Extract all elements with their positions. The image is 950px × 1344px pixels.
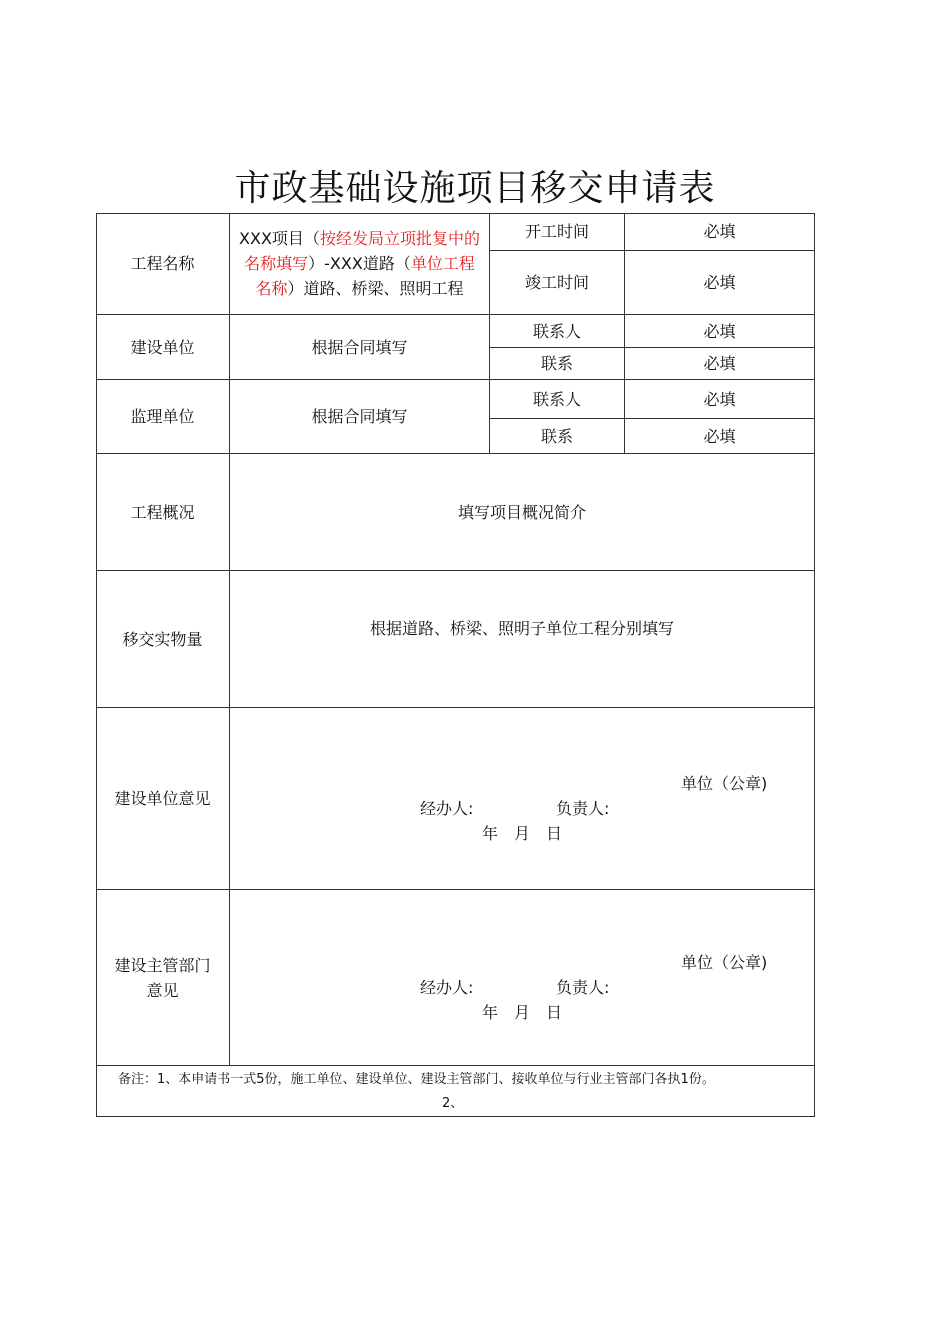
transfer-application-form — [96, 213, 815, 1117]
authority-opinion-manager: 负责人: — [556, 978, 610, 997]
builder-contact-label: 联系人 — [532, 321, 581, 341]
authority-opinion-handler: 经办人: — [420, 978, 474, 997]
builder-contact-value[interactable]: 必填 — [703, 321, 736, 341]
grid-line — [814, 213, 815, 1117]
remarks-line-2: 2、 — [442, 1096, 464, 1111]
builder-phone-value[interactable]: 必填 — [703, 354, 736, 373]
builder-label: 建设单位 — [130, 337, 195, 357]
authority-opinion-label-line: 建设主管部门 — [114, 955, 211, 975]
builder-phone-label: 联系 — [540, 354, 573, 373]
remarks-line-1: 备注：1、本申请书一式5份，施工单位、建设单位、建设主管部门、接收单位与行业主管部门各执1份。 — [118, 1072, 715, 1087]
supervisor-label: 监理单位 — [130, 407, 195, 426]
supervisor-phone-value[interactable]: 必填 — [703, 426, 736, 446]
project-name-label: 工程名称 — [130, 254, 195, 273]
supervisor-phone-label: 联系 — [540, 426, 573, 446]
quantity-label: 移交实物量 — [122, 629, 203, 649]
builder-opinion-label: 建设单位意见 — [114, 789, 211, 808]
builder-opinion-date: 年 月 日 — [482, 824, 563, 843]
authority-opinion-label-line: 意见 — [146, 980, 179, 1000]
project-name-part: ）道路、桥梁、照明工程 — [287, 279, 464, 298]
start-date-value[interactable]: 必填 — [703, 222, 736, 241]
grid-line — [96, 1065, 815, 1066]
project-name-part: XXX项目（ — [239, 229, 320, 248]
project-name-hint: 单位工程名称 — [255, 254, 475, 298]
builder-opinion-handler: 经办人: — [420, 799, 474, 818]
builder-opinion-seal: 单位（公章) — [681, 774, 768, 793]
supervisor-contact-label: 联系人 — [532, 389, 581, 409]
authority-opinion-seal: 单位（公章) — [681, 953, 768, 972]
overview-value[interactable]: 填写项目概况简介 — [457, 502, 586, 522]
start-date-label: 开工时间 — [524, 222, 589, 241]
quantity-value[interactable]: 根据道路、桥梁、照明子单位工程分别填写 — [369, 618, 674, 638]
end-date-value[interactable]: 必填 — [703, 273, 736, 292]
authority-opinion-label — [96, 890, 229, 1065]
supervisor-value[interactable]: 根据合同填写 — [311, 407, 408, 426]
builder-opinion-manager: 负责人: — [556, 799, 610, 818]
end-date-label: 竣工时间 — [524, 273, 589, 292]
grid-line — [96, 1116, 815, 1117]
supervisor-contact-value[interactable]: 必填 — [703, 389, 736, 409]
project-name-hint: 按经发局立项批复中的名称填写 — [244, 229, 480, 273]
project-name-value[interactable] — [230, 213, 489, 314]
builder-value[interactable]: 根据合同填写 — [311, 337, 408, 357]
project-name-part: ）-XXX道路（ — [308, 254, 411, 273]
page-title: 市政基础设施项目移交申请表 — [234, 168, 716, 209]
overview-label: 工程概况 — [130, 502, 195, 522]
authority-opinion-date: 年 月 日 — [482, 1003, 563, 1022]
